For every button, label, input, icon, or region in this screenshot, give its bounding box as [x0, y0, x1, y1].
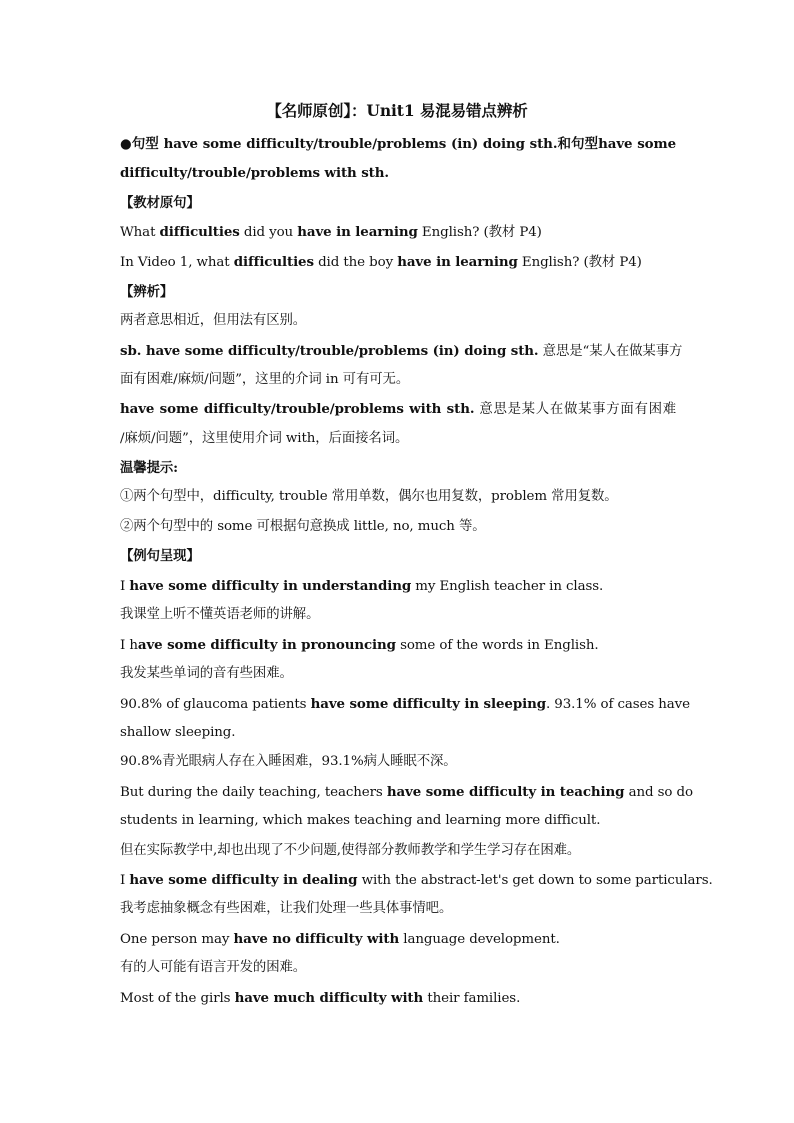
heading-textbook: 【教材原句】	[120, 195, 200, 211]
text-segment: have some difficulty in sleeping	[310, 696, 546, 712]
examples-line	[120, 637, 676, 654]
text-segment: difficulties	[159, 224, 240, 240]
text-segment: 90.8%青光眼病人存在入睡困难，93.1%病人睡眠不深。	[120, 754, 457, 769]
text-segment: English? (教材 P4)	[417, 225, 542, 240]
text-segment: . 93.1% of cases have	[545, 697, 690, 712]
text-segment: 面有困难/麻烦/问题”，这里的介词 in 可有可无。	[120, 372, 410, 387]
text-segment: One person may	[120, 932, 234, 947]
text-segment: I	[120, 579, 130, 594]
analysis-line	[120, 401, 676, 418]
text-segment: students in learning, which makes teaching and learning more difficult.	[120, 813, 601, 828]
examples-line	[120, 813, 676, 829]
text-segment: 意思是“某人在做某事方	[538, 344, 683, 359]
pattern-line-2	[120, 165, 676, 182]
text-segment: /麻烦/问题”，这里使用介词 with，后面接名词。	[120, 431, 409, 446]
examples-line	[120, 696, 690, 713]
examples-line	[120, 725, 676, 741]
examples-line	[120, 578, 676, 595]
text-segment: have some difficulty in understanding	[129, 578, 412, 594]
text-segment: 但在实际教学中,却也出现了不少问题,使得部分教师教学和学生学习存在困难。	[120, 843, 581, 858]
analysis-line	[120, 313, 676, 329]
text-segment: 我发某些单词的音有些困难。	[120, 666, 293, 681]
text-segment: have much difficulty with	[234, 990, 424, 1006]
tips-line	[120, 519, 676, 535]
text-segment: have some difficulty in teaching	[386, 784, 625, 800]
text-segment: some of the words in English.	[395, 638, 599, 653]
text-segment: with the abstract-let's get down to some particulars.	[357, 873, 713, 888]
text-segment: my English teacher in class.	[411, 579, 604, 594]
heading-examples: 【例句呈现】	[120, 548, 200, 564]
page-title: 【名师原创】：Unit1 易混易错点辨析	[266, 101, 528, 120]
examples-line	[120, 872, 713, 889]
pattern-seg: have some	[598, 136, 676, 152]
text-segment: 我考虑抽象概念有些困难，让我们处理一些具体事情吧。	[120, 901, 453, 916]
examples-line	[120, 754, 676, 770]
text-segment: 两者意思相近，但用法有区别。	[120, 313, 307, 328]
text-segment: ave some difficulty in pronouncing	[137, 637, 396, 653]
examples-line	[120, 990, 676, 1007]
text-segment: Most of the girls	[120, 991, 235, 1006]
examples-line	[120, 607, 676, 623]
text-segment: have no difficulty with	[233, 931, 400, 947]
pattern-line-1	[120, 136, 676, 153]
textbook-line	[120, 224, 676, 241]
text-segment: ②两个句型中的 some 可根据句意换成 little, no, much 等。	[120, 519, 486, 534]
text-segment: language development.	[399, 932, 560, 947]
text-segment: difficulties	[233, 254, 314, 270]
text-segment: did the boy	[313, 255, 398, 270]
text-segment: their families.	[423, 991, 521, 1006]
heading-tips: 温馨提示:	[120, 460, 179, 476]
pattern-seg: 句型	[131, 136, 164, 152]
examples-line	[120, 931, 676, 948]
pattern-seg: 和句型	[557, 136, 599, 152]
text-segment: sb. have some difficulty/trouble/problems (in) doing sth.	[120, 343, 539, 359]
analysis-line	[120, 431, 676, 447]
text-segment: English? (教材 P4)	[517, 255, 642, 270]
text-segment: 意思是某人在做某事方面有困难	[474, 402, 676, 417]
text-segment: But during the daily teaching, teachers	[120, 785, 387, 800]
text-segment: 有的人可能有语言开发的困难。	[120, 960, 307, 975]
examples-line	[120, 960, 676, 976]
text-segment: did you	[239, 225, 298, 240]
text-segment: have in learning	[297, 224, 418, 240]
text-segment: I h	[120, 638, 138, 653]
text-segment: and so do	[624, 785, 693, 800]
pattern-seg: have some difficulty/trouble/problems (in) doing sth.	[163, 136, 558, 152]
text-segment: I	[120, 873, 130, 888]
text-segment: have some difficulty in dealing	[129, 872, 358, 888]
bullet-icon: ●	[120, 137, 132, 152]
examples-line	[120, 784, 693, 801]
text-segment: ①两个句型中，difficulty, trouble 常用单数，偶尔也用复数，problem 常用复数。	[120, 489, 618, 504]
analysis-line	[120, 343, 683, 360]
text-segment: 我课堂上听不懂英语老师的讲解。	[120, 607, 320, 622]
text-segment: What	[120, 225, 160, 240]
heading-analysis: 【辨析】	[120, 284, 174, 300]
text-segment: shallow sleeping.	[120, 725, 236, 740]
examples-line	[120, 901, 676, 917]
pattern-seg: difficulty/trouble/problems with sth.	[120, 165, 389, 181]
text-segment: In Video 1, what	[120, 255, 234, 270]
text-segment: have some difficulty/trouble/problems with sth.	[120, 401, 475, 417]
tips-line	[120, 489, 676, 505]
examples-line	[120, 843, 676, 859]
analysis-line	[120, 372, 676, 388]
examples-line	[120, 666, 676, 682]
textbook-line	[120, 254, 676, 271]
text-segment: have in learning	[397, 254, 518, 270]
text-segment: 90.8% of glaucoma patients	[120, 697, 311, 712]
